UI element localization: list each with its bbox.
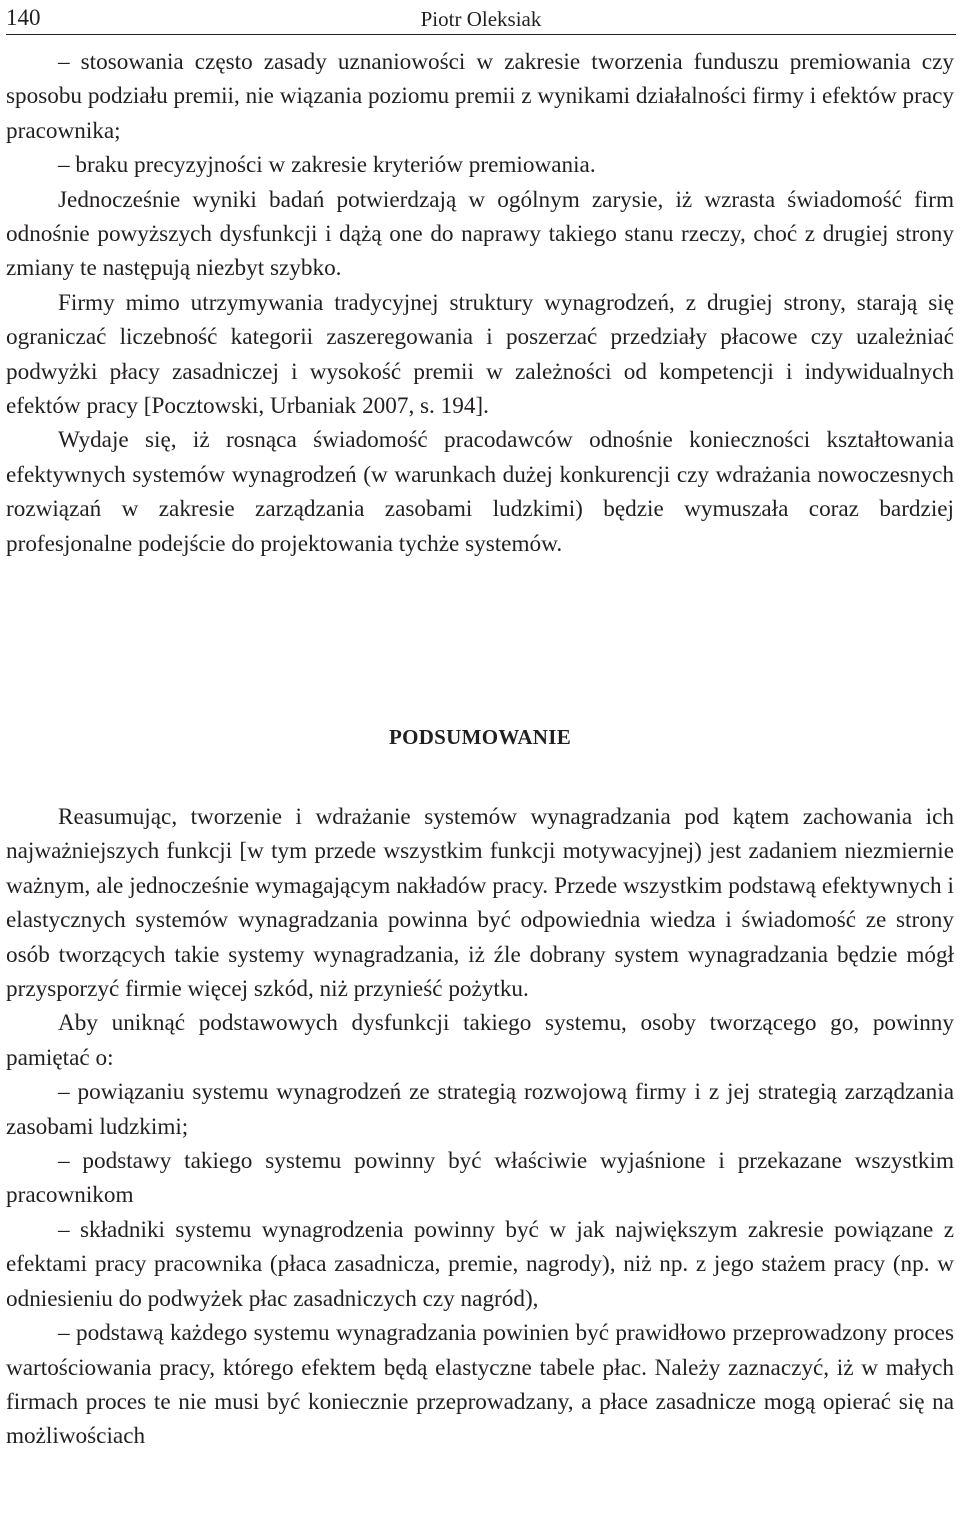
paragraph: Jednocześnie wyniki badań potwierdzają w ogólnym zarysie, iż wzrasta świadomość firm odnośnie powyższych dysfunkcji i dążą one do naprawy takiego stanu rzeczy, choć z drugiej strony zmiany te następują niezbyt szybko. [6, 186, 954, 282]
list-item: – braku precyzyjności w zakresie kryteriów premiowania. [58, 152, 596, 179]
list-item: – podstawy takiego systemu powinny być właściwie wyjaśnione i przekazane wszystkim pracownikom [6, 1148, 954, 1209]
list-item: – składniki systemu wynagrodzenia powinny być w jak największym zakresie powiązane z efektami pracy pracownika (płaca zasadnicza, premie, nagrody), niż np. z jego stażem pracy (np. w odniesieniu do podwyżek płac zasadniczych czy nagród), [6, 1216, 954, 1312]
body-text-section-2 [6, 800, 954, 1454]
section-heading: PODSUMOWANIE [388, 725, 572, 749]
list-item: – powiązaniu systemu wynagrodzeń ze strategią rozwojową firmy i z jej strategią zarządzania zasobami ludzkimi; [6, 1079, 954, 1140]
list-item: – stosowania często zasady uznaniowości w zakresie tworzenia funduszu premiowania czy sposobu podziału premii, nie wiązania poziomu premii z wynikami działalności firmy i efektów pracy pracownika; [6, 49, 954, 144]
list-item: – podstawą każdego systemu wynagradzania powinien być prawidłowo przeprowadzony proces wartościowania pracy, którego efektem będą elastyczne tabele płac. Należy zaznaczyć, iż w małych firmach proces te nie musi być koniecznie przeprowadzany, a płace zasadnicze mogą opierać się na możliwościach [6, 1320, 954, 1450]
paragraph: Wydaje się, iż rosnąca świadomość pracodawców odnośnie konieczności kształtowania efektywnych systemów wynagrodzeń (w warunkach dużej konkurencji czy wdrażania nowoczesnych rozwiązań w zakresie zarządzania zasobami ludzkimi) będzie wymuszała coraz bardziej profesjonalne podejście do projektowania tychże systemów. [6, 427, 954, 557]
body-text-section-1 [6, 45, 954, 561]
paragraph: Firmy mimo utrzymywania tradycyjnej struktury wynagrodzeń, z drugiej strony, starają się ograniczać liczebność kategorii zaszeregowania i poszerzać przedziały płacowe czy uzależniać podwyżki płacy zasadniczej i wysokość premii w zależności od kompetencji i indywidualnych efektów pracy [Pocztowski, Urbaniak 2007, s. 194]. [6, 289, 954, 420]
page-header [6, 4, 956, 35]
running-head-author: Piotr Oleksiak [420, 7, 542, 31]
page-number: 140 [6, 5, 41, 30]
paragraph: Aby uniknąć podstawowych dysfunkcji takiego systemu, osoby tworzącego go, powinny pamiętać o: [6, 1010, 954, 1071]
paragraph: Reasumując, tworzenie i wdrażanie systemów wynagradzania pod kątem zachowania ich najważniejszych funkcji [w tym przede wszystkim funkcji motywacyjnej) jest zadaniem niezmiernie ważnym, ale jednocześnie wymagającym nakładów pracy. Przede wszystkim podstawą efektywnych i elastycznych systemów wynagradzania powinna być odpowiednia wiedza i świadomość ze strony osób tworzących takie systemy wynagradzania, iż źle dobrany system wynagradzania będzie mógł przysporzyć firmie więcej szkód, niż przynieść pożytku. [6, 804, 954, 1003]
